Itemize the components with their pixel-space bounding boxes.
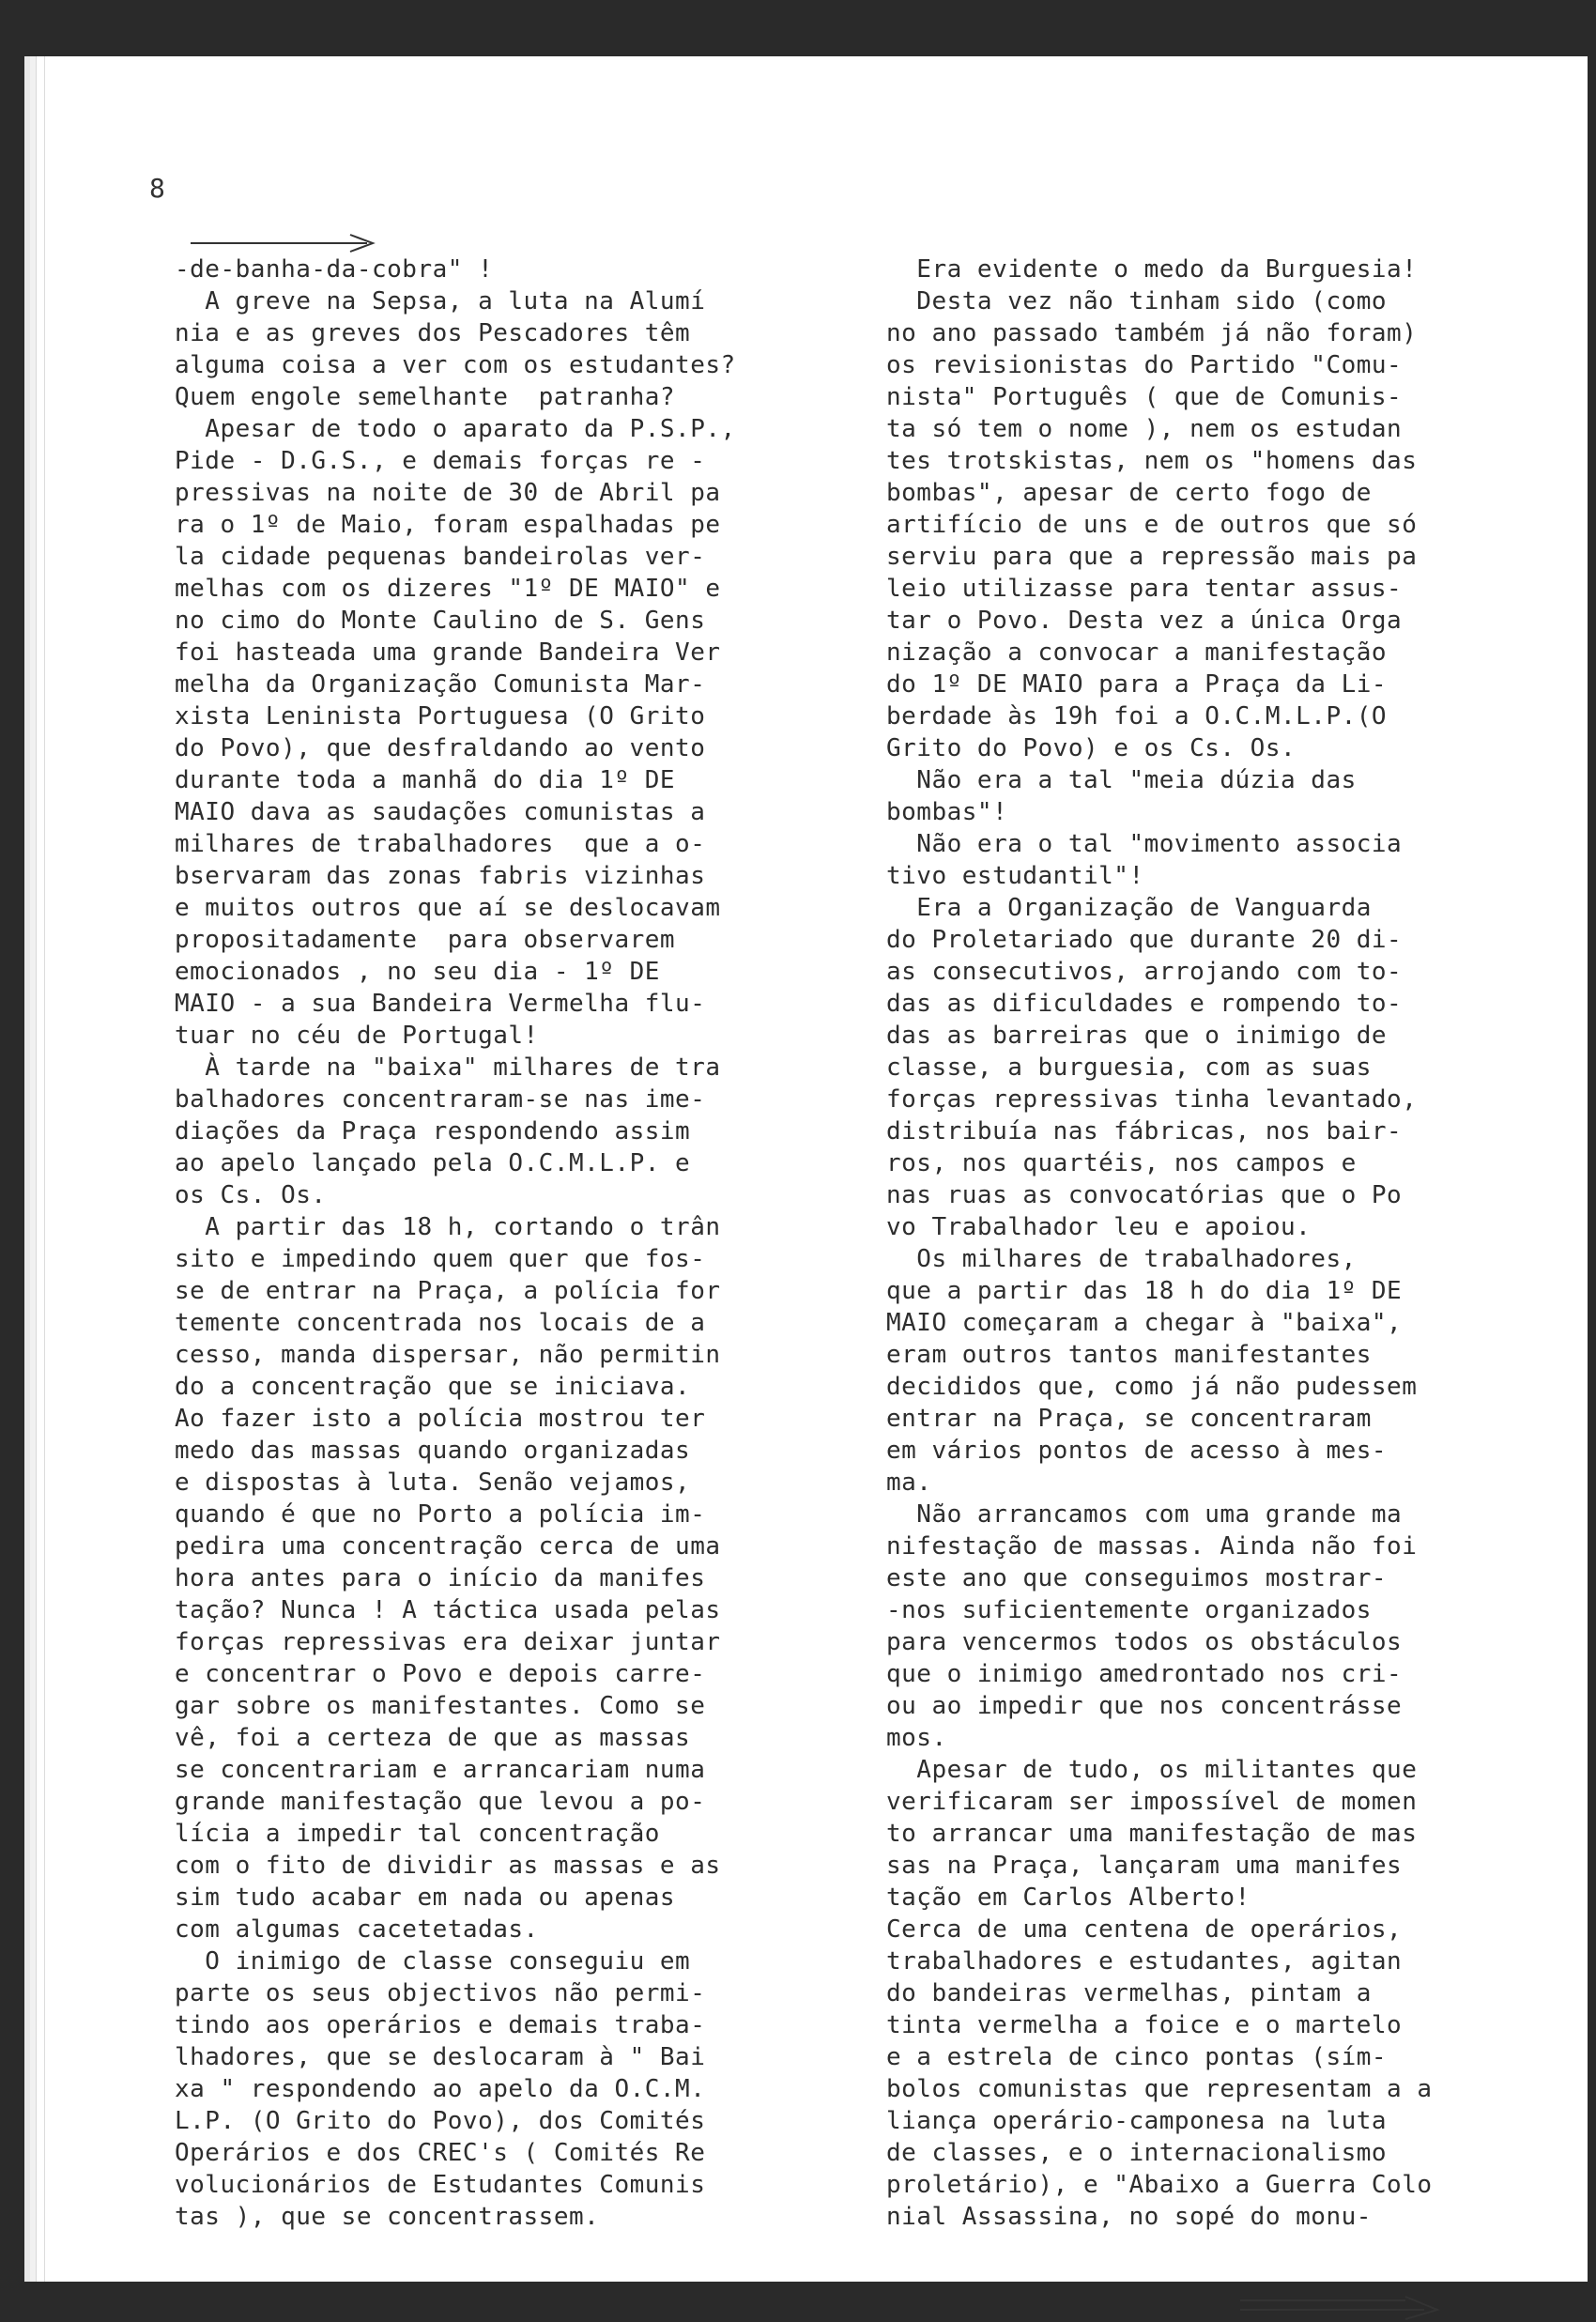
text-line: melha da Organização Comunista Mar- bbox=[175, 670, 706, 699]
text-line: das as dificuldades e rompendo to- bbox=[886, 990, 1403, 1018]
text-line: bservaram das zonas fabris vizinhas bbox=[175, 862, 706, 890]
text-line: decididos que, como já não pudessem bbox=[886, 1373, 1418, 1401]
text-line: Operários e dos CREC's ( Comités Re bbox=[175, 2139, 706, 2167]
text-line: A partir das 18 h, cortando o trân bbox=[175, 1213, 721, 1241]
text-line: tivo estudantil"! bbox=[886, 862, 1144, 890]
text-line: xista Leninista Portuguesa (O Grito bbox=[175, 702, 706, 730]
text-line: para vencermos todos os obstáculos bbox=[886, 1628, 1403, 1656]
text-line: no cimo do Monte Caulino de S. Gens bbox=[175, 607, 706, 635]
text-line: bombas", apesar de certo fogo de bbox=[886, 479, 1372, 507]
text-line: trabalhadores e estudantes, agitan bbox=[886, 1947, 1403, 1976]
text-line: MAIO começaram a chegar à "baixa", bbox=[886, 1309, 1403, 1337]
text-line: tes trotskistas, nem os "homens das bbox=[886, 447, 1418, 475]
text-line: os revisionistas do Partido "Comu- bbox=[886, 351, 1403, 379]
text-line: em vários pontos de acesso à mes- bbox=[886, 1437, 1388, 1465]
text-line: diações da Praça respondendo assim bbox=[175, 1117, 691, 1146]
text-line: to arrancar uma manifestação de mas bbox=[886, 1820, 1418, 1848]
text-line: Ao fazer isto a polícia mostrou ter bbox=[175, 1405, 706, 1433]
text-line: que o inimigo amedrontado nos cri- bbox=[886, 1660, 1403, 1688]
text-line: pedira uma concentração cerca de uma bbox=[175, 1532, 721, 1561]
text-line: e muitos outros que aí se deslocavam bbox=[175, 894, 721, 922]
text-line: balhadores concentraram-se nas ime- bbox=[175, 1085, 706, 1114]
text-line: Não era o tal "movimento associa bbox=[886, 830, 1403, 858]
text-line: com o fito de dividir as massas e as bbox=[175, 1852, 721, 1880]
text-line: nial Assassina, no sopé do monu- bbox=[886, 2203, 1372, 2231]
text-line: alguma coisa a ver com os estudantes? bbox=[175, 351, 736, 379]
text-line: berdade às 19h foi a O.C.M.L.P.(O bbox=[886, 702, 1388, 730]
text-line: e a estrela de cinco pontas (sím- bbox=[886, 2043, 1388, 2071]
text-line: das as barreiras que o inimigo de bbox=[886, 1022, 1388, 1050]
text-line: verificaram ser impossível de momen bbox=[886, 1788, 1418, 1816]
text-line: tação em Carlos Alberto! bbox=[886, 1884, 1251, 1912]
document-page bbox=[36, 56, 1588, 2282]
text-line: temente concentrada nos locais de a bbox=[175, 1309, 706, 1337]
text-line: -de-banha-da-cobra" ! bbox=[175, 255, 494, 284]
text-line: tas ), que se concentrassem. bbox=[175, 2203, 600, 2231]
text-line: nia e as greves dos Pescadores têm bbox=[175, 319, 691, 347]
text-line: nifestação de massas. Ainda não foi bbox=[886, 1532, 1418, 1561]
text-line: MAIO - a sua Bandeira Vermelha flu- bbox=[175, 990, 706, 1018]
text-line: serviu para que a repressão mais pa bbox=[886, 543, 1418, 571]
text-line: durante toda a manhã do dia 1º DE bbox=[175, 766, 676, 794]
text-line: nas ruas as convocatórias que o Po bbox=[886, 1181, 1403, 1209]
text-line: Não arrancamos com uma grande ma bbox=[886, 1500, 1403, 1529]
text-line: eram outros tantos manifestantes bbox=[886, 1341, 1372, 1369]
text-line: ou ao impedir que nos concentrásse bbox=[886, 1692, 1403, 1720]
text-line: medo das massas quando organizadas bbox=[175, 1437, 691, 1465]
text-line: liança operário-camponesa na luta bbox=[886, 2107, 1388, 2135]
text-line: do a concentração que se iniciava. bbox=[175, 1373, 691, 1401]
text-line: forças repressivas tinha levantado, bbox=[886, 1085, 1418, 1114]
text-line: classe, a burguesia, com as suas bbox=[886, 1053, 1372, 1082]
text-line: melhas com os dizeres "1º DE MAIO" e bbox=[175, 575, 721, 603]
text-line: ta só tem o nome ), nem os estudan bbox=[886, 415, 1403, 443]
text-line: tinta vermelha a foice e o martelo bbox=[886, 2011, 1403, 2039]
text-line: Os milhares de trabalhadores, bbox=[886, 1245, 1357, 1273]
text-line: que a partir das 18 h do dia 1º DE bbox=[886, 1277, 1403, 1305]
text-line: este ano que conseguimos mostrar- bbox=[886, 1564, 1388, 1592]
text-line: nista" Português ( que de Comunis- bbox=[886, 383, 1403, 411]
text-line: vo Trabalhador leu e apoiou. bbox=[886, 1213, 1312, 1241]
text-line: -nos suficientemente organizados bbox=[886, 1596, 1372, 1624]
text-line: tar o Povo. Desta vez a única Orga bbox=[886, 607, 1403, 635]
text-line: tuar no céu de Portugal! bbox=[175, 1022, 539, 1050]
text-line: Era evidente o medo da Burguesia! bbox=[886, 255, 1418, 284]
text-line: do Povo), que desfraldando ao vento bbox=[175, 734, 706, 762]
text-line: mos. bbox=[886, 1724, 947, 1752]
text-line: e concentrar o Povo e depois carre- bbox=[175, 1660, 706, 1688]
text-line: distribuía nas fábricas, nos bair- bbox=[886, 1117, 1403, 1146]
text-line: À tarde na "baixa" milhares de tra bbox=[175, 1053, 721, 1082]
text-line: foi hasteada uma grande Bandeira Ver bbox=[175, 638, 721, 667]
text-line: lhadores, que se deslocaram à " Bai bbox=[175, 2043, 706, 2071]
text-line: bombas"! bbox=[886, 798, 1008, 826]
text-line: pressivas na noite de 30 de Abril pa bbox=[175, 479, 721, 507]
left-column bbox=[175, 254, 775, 2233]
text-line: la cidade pequenas bandeirolas ver- bbox=[175, 543, 706, 571]
text-line: tindo aos operários e demais traba- bbox=[175, 2011, 706, 2039]
text-line: O inimigo de classe conseguiu em bbox=[175, 1947, 691, 1976]
text-line: proletário), e "Abaixo a Guerra Colo bbox=[886, 2171, 1433, 2199]
text-line: xa " respondendo ao apelo da O.C.M. bbox=[175, 2075, 706, 2103]
text-line: ra o 1º de Maio, foram espalhadas pe bbox=[175, 511, 721, 539]
text-line: vê, foi a certeza de que as massas bbox=[175, 1724, 691, 1752]
text-line: com algumas cacetetadas. bbox=[175, 1915, 539, 1944]
text-line: tação? Nunca ! A táctica usada pelas bbox=[175, 1596, 721, 1624]
text-line: MAIO dava as saudações comunistas a bbox=[175, 798, 706, 826]
text-line: e dispostas à luta. Senão vejamos, bbox=[175, 1469, 691, 1497]
text-line: lícia a impedir tal concentração bbox=[175, 1820, 660, 1848]
text-line: Apesar de tudo, os militantes que bbox=[886, 1756, 1418, 1784]
right-arrow-icon bbox=[189, 231, 376, 254]
text-line: Era a Organização de Vanguarda bbox=[886, 894, 1372, 922]
text-line: hora antes para o início da manifes bbox=[175, 1564, 706, 1592]
text-line: se de entrar na Praça, a polícia for bbox=[175, 1277, 721, 1305]
right-column bbox=[886, 254, 1496, 2233]
text-line: leio utilizasse para tentar assus- bbox=[886, 575, 1403, 603]
text-line: bolos comunistas que representam a a bbox=[886, 2075, 1433, 2103]
text-line: L.P. (O Grito do Povo), dos Comités bbox=[175, 2107, 706, 2135]
text-line: grande manifestação que levou a po- bbox=[175, 1788, 706, 1816]
text-line: Grito do Povo) e os Cs. Os. bbox=[886, 734, 1297, 762]
text-line: sito e impedindo quem quer que fos- bbox=[175, 1245, 706, 1273]
text-line: entrar na Praça, se concentraram bbox=[886, 1405, 1372, 1433]
text-line: cesso, manda dispersar, não permitin bbox=[175, 1341, 721, 1369]
text-line: ros, nos quartéis, nos campos e bbox=[886, 1149, 1357, 1177]
text-line: no ano passado também já não foram) bbox=[886, 319, 1418, 347]
text-line: parte os seus objectivos não permi- bbox=[175, 1979, 706, 2007]
text-line: volucionários de Estudantes Comunis bbox=[175, 2171, 706, 2199]
text-line: milhares de trabalhadores que a o- bbox=[175, 830, 706, 858]
text-line: ma. bbox=[886, 1469, 932, 1497]
text-line: Não era a tal "meia dúzia das bbox=[886, 766, 1357, 794]
text-line: Desta vez não tinham sido (como bbox=[886, 287, 1388, 315]
text-line: de classes, e o internacionalismo bbox=[886, 2139, 1388, 2167]
text-line: Pide - D.G.S., e demais forças re - bbox=[175, 447, 706, 475]
text-line: as consecutivos, arrojando com to- bbox=[886, 958, 1403, 986]
text-line: propositadamente para observarem bbox=[175, 926, 676, 954]
text-line: Apesar de todo o aparato da P.S.P., bbox=[175, 415, 736, 443]
text-line: sas na Praça, lançaram uma manifes bbox=[886, 1852, 1403, 1880]
text-line: sim tudo acabar em nada ou apenas bbox=[175, 1884, 676, 1912]
text-line: forças repressivas era deixar juntar bbox=[175, 1628, 721, 1656]
text-line: do Proletariado que durante 20 di- bbox=[886, 926, 1403, 954]
continue-arrow-icon bbox=[1236, 2293, 1443, 2321]
text-line: Quem engole semelhante patranha? bbox=[175, 383, 676, 411]
text-line: os Cs. Os. bbox=[175, 1181, 327, 1209]
text-line: se concentrariam e arrancariam numa bbox=[175, 1756, 706, 1784]
text-line: gar sobre os manifestantes. Como se bbox=[175, 1692, 706, 1720]
text-line: do bandeiras vermelhas, pintam a bbox=[886, 1979, 1372, 2007]
text-line: nização a convocar a manifestação bbox=[886, 638, 1388, 667]
text-line: ao apelo lançado pela O.C.M.L.P. e bbox=[175, 1149, 691, 1177]
page-number: 8 bbox=[149, 173, 165, 204]
text-line: quando é que no Porto a polícia im- bbox=[175, 1500, 706, 1529]
text-line: Cerca de uma centena de operários, bbox=[886, 1915, 1403, 1944]
text-line: do 1º DE MAIO para a Praça da Li- bbox=[886, 670, 1388, 699]
text-line: emocionados , no seu dia - 1º DE bbox=[175, 958, 660, 986]
text-line: A greve na Sepsa, a luta na Alumí bbox=[175, 287, 706, 315]
text-line: artifício de uns e de outros que só bbox=[886, 511, 1418, 539]
